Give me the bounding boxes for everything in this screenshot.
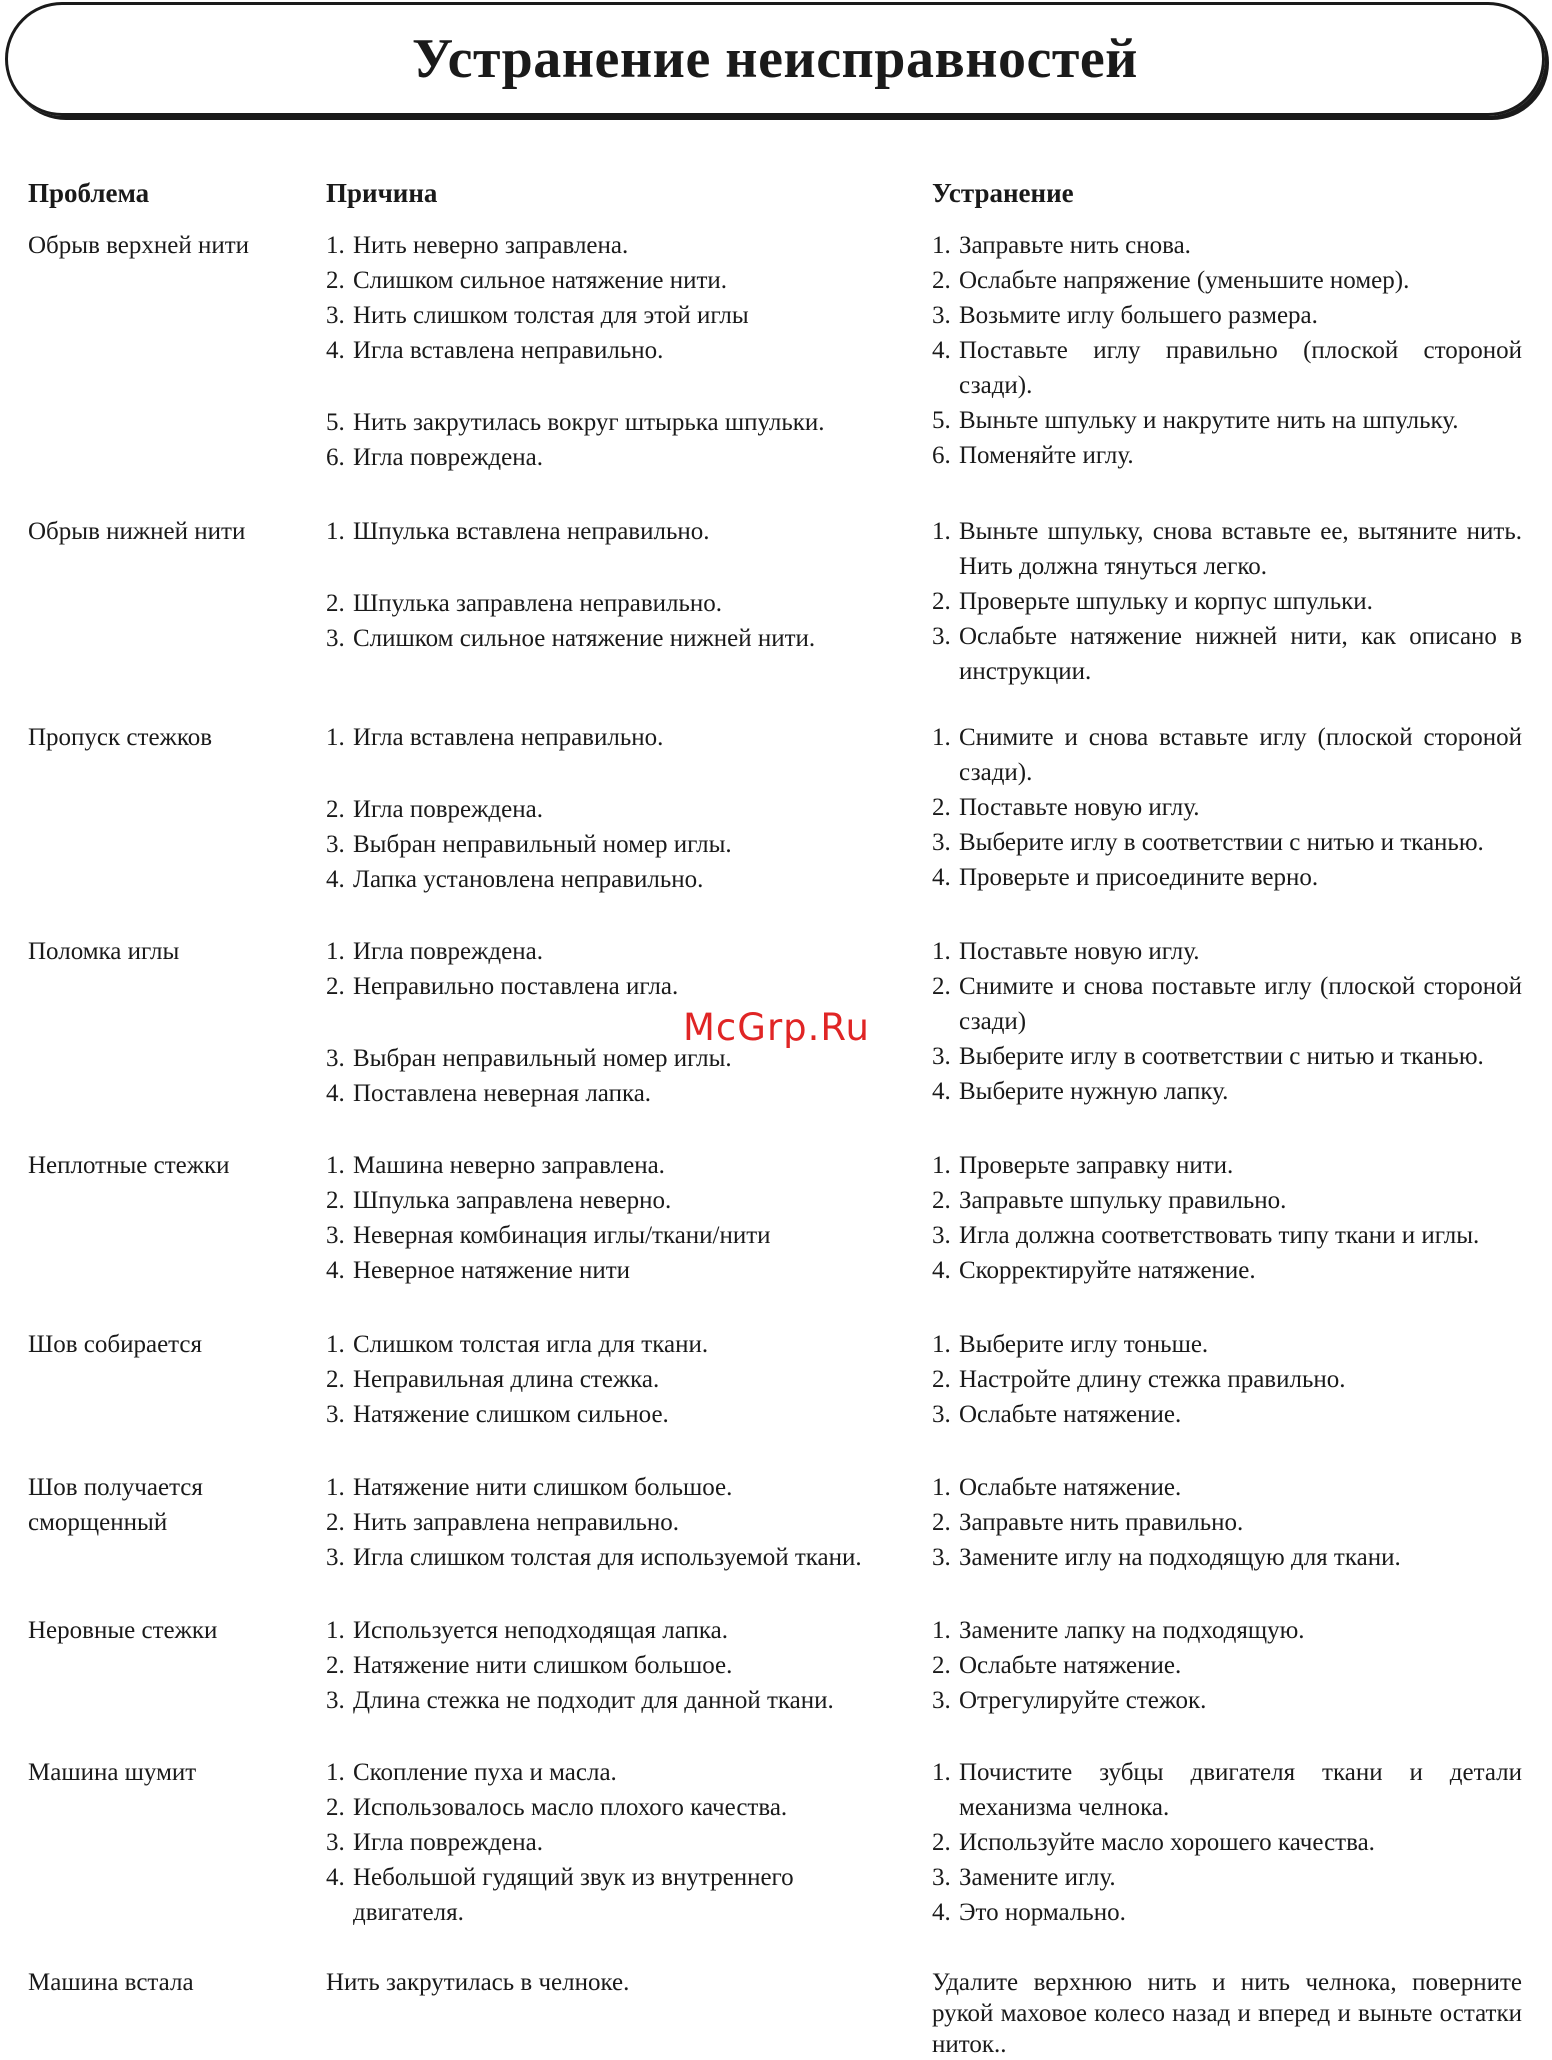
list-item: 2. Снимите и снова поставьте иглу (плоской стороной сзади): [932, 973, 1522, 1035]
list-item: 1. Заправьте нить снова.: [932, 232, 1191, 259]
fix-cell: [932, 1755, 1522, 1930]
list-item: 6. Игла повреждена.: [326, 444, 543, 471]
list-item: 6. Поменяйте иглу.: [932, 442, 1134, 469]
cause-cell: [326, 720, 901, 897]
list-item: 2. Проверьте шпульку и корпус шпульки.: [932, 588, 1373, 615]
list-item: 3. Выбран неправильный номер иглы.: [326, 1045, 732, 1072]
list-item: 1. Почистите зубцы двигателя ткани и детали механизма челнока.: [932, 1759, 1522, 1821]
list-item: 1. Снимите и снова вставьте иглу (плоской стороной сзади).: [932, 724, 1522, 786]
page-title: Устранение неисправностей: [412, 28, 1138, 90]
list-item: 1. Поставьте новую иглу.: [932, 938, 1200, 965]
list-item: 3. Возьмите иглу большего размера.: [932, 302, 1318, 329]
list-item: 4. Проверьте и присоедините верно.: [932, 864, 1319, 891]
list-item: 3. Длина стежка не подходит для данной ткани.: [326, 1687, 834, 1714]
list-item: 2. Шпулька заправлена неправильно.: [326, 590, 723, 617]
fix-cell: [932, 934, 1522, 1109]
list-item: 5. Выньте шпульку и накрутите нить на шпульку.: [932, 407, 1459, 434]
list-item: 2. Нить заправлена неправильно.: [326, 1509, 680, 1536]
title-banner: [5, 2, 1545, 116]
list-item: 2. Неправильная длина стежка.: [326, 1366, 660, 1393]
list-item: 1. Натяжение нити слишком большое.: [326, 1474, 733, 1501]
list-item: 3. Ослабьте натяжение.: [932, 1401, 1182, 1428]
fix-cell: [932, 1327, 1522, 1432]
cause-cell: [326, 1148, 901, 1288]
list-item: 3. Выберите иглу в соответствии с нитью и тканью.: [932, 1043, 1484, 1070]
list-item: 3. Выбран неправильный номер иглы.: [326, 831, 732, 858]
problem-cell: Машина шумит: [28, 1759, 197, 1786]
list-item: 3. Слишком сильное натяжение нижней нити.: [326, 625, 816, 652]
problem-cell: Обрыв верхней нити: [28, 232, 250, 259]
cause-cell: Нить закрутилась в челноке.: [326, 1969, 630, 1996]
list-item: 4. Поставьте иглу правильно (плоской стороной сзади).: [932, 337, 1522, 399]
fix-cell: [932, 1613, 1522, 1718]
list-item: 1. Игла повреждена.: [326, 938, 543, 965]
fix-cell: [932, 1470, 1522, 1575]
list-item: 4. Скорректируйте натяжение.: [932, 1257, 1256, 1284]
list-item: 2. Настройте длину стежка правильно.: [932, 1366, 1346, 1393]
problem-cell: Неровные стежки: [28, 1617, 218, 1644]
problem-cell: Пропуск стежков: [28, 724, 212, 751]
list-item: 2. Заправьте нить правильно.: [932, 1509, 1244, 1536]
list-item: 1. Замените лапку на подходящую.: [932, 1617, 1305, 1644]
list-item: 3. Игла слишком толстая для используемой ткани.: [326, 1544, 862, 1571]
list-item: 3. Неверная комбинация иглы/ткани/нити: [326, 1222, 771, 1249]
list-item: 1. Нить неверно заправлена.: [326, 232, 629, 259]
list-item: 1. Выберите иглу тоньше.: [932, 1331, 1209, 1358]
fix-cell: [932, 514, 1522, 689]
list-item: 1. Слишком толстая игла для ткани.: [326, 1331, 709, 1358]
list-item: 3. Нить слишком толстая для этой иглы: [326, 302, 749, 329]
list-item: 3. Замените иглу.: [932, 1864, 1116, 1891]
problem-cell: Обрыв нижней нити: [28, 518, 246, 545]
cause-cell: [326, 1327, 901, 1432]
list-item: 5. Нить закрутилась вокруг штырька шпульки.: [326, 409, 825, 436]
fix-cell: Удалите верхнюю нить и нить челнока, поверните рукой маховое колесо назад и вперед и выньте остатки ниток..: [932, 1969, 1522, 2058]
list-item: 1. Машина неверно заправлена.: [326, 1152, 665, 1179]
cause-cell: [326, 1613, 901, 1718]
list-item: 4. Неверное натяжение нити: [326, 1257, 631, 1284]
cause-cell: [326, 1755, 901, 1930]
list-item: 4. Выберите нужную лапку.: [932, 1078, 1229, 1105]
list-item: 2. Неправильно поставлена игла.: [326, 973, 679, 1000]
cause-cell: [326, 228, 901, 475]
cause-cell: [326, 514, 901, 656]
fix-cell: [932, 1148, 1522, 1288]
problem-cell: Поломка иглы: [28, 938, 180, 965]
list-item: 3. Натяжение слишком сильное.: [326, 1401, 669, 1428]
problem-cell: Неплотные стежки: [28, 1152, 230, 1179]
header-problem: Проблема: [28, 178, 150, 208]
problem-cell: Шов получается сморщенный: [28, 1474, 203, 1536]
list-item: 2. Шпулька заправлена неверно.: [326, 1187, 672, 1214]
list-item: 3. Игла повреждена.: [326, 1829, 543, 1856]
list-item: 1. Используется неподходящая лапка.: [326, 1617, 728, 1644]
list-item: 2. Заправьте шпульку правильно.: [932, 1187, 1287, 1214]
list-item: 4. Небольшой гудящий звук из внутреннего двигателя.: [326, 1864, 794, 1926]
list-item: 3. Отрегулируйте стежок.: [932, 1687, 1207, 1714]
list-item: 2. Слишком сильное натяжение нити.: [326, 267, 728, 294]
list-item: 3. Выберите иглу в соответствии с нитью и тканью.: [932, 829, 1484, 856]
list-item: 2. Поставьте новую иглу.: [932, 794, 1200, 821]
problem-cell: Шов собирается: [28, 1331, 202, 1358]
list-item: 1. Шпулька вставлена неправильно.: [326, 518, 710, 545]
watermark: McGrp.Ru: [683, 1006, 870, 1049]
list-item: 2. Ослабьте напряжение (уменьшите номер).: [932, 267, 1410, 294]
list-item: 2. Игла повреждена.: [326, 796, 543, 823]
list-item: 4. Лапка установлена неправильно.: [326, 866, 704, 893]
list-item: 3. Замените иглу на подходящую для ткани.: [932, 1544, 1401, 1571]
list-item: 2. Натяжение нити слишком большое.: [326, 1652, 733, 1679]
fix-cell: [932, 720, 1522, 895]
list-item: 1. Выньте шпульку, снова вставьте ее, вытяните нить. Нить должна тянуться легко.: [932, 518, 1522, 580]
list-item: 1. Игла вставлена неправильно.: [326, 724, 664, 751]
list-item: 2. Использовалось масло плохого качества.: [326, 1794, 788, 1821]
list-item: 4. Поставлена неверная лапка.: [326, 1080, 652, 1107]
list-item: 1. Проверьте заправку нити.: [932, 1152, 1234, 1179]
header-cause: Причина: [326, 178, 438, 208]
list-item: 2. Ослабьте натяжение.: [932, 1652, 1182, 1679]
fix-cell: [932, 228, 1522, 473]
cause-cell: [326, 1470, 901, 1575]
list-item: 1. Ослабьте натяжение.: [932, 1474, 1182, 1501]
list-item: 3. Игла должна соответствовать типу ткани и иглы.: [932, 1222, 1480, 1249]
list-item: 2. Используйте масло хорошего качества.: [932, 1829, 1375, 1856]
header-fix: Устранение: [932, 178, 1074, 208]
problem-cell: Машина встала: [28, 1969, 194, 1996]
list-item: 1. Скопление пуха и масла.: [326, 1759, 617, 1786]
list-item: 3. Ослабьте натяжение нижней нити, как описано в инструкции.: [932, 623, 1522, 685]
list-item: 4. Это нормально.: [932, 1899, 1126, 1926]
list-item: 4. Игла вставлена неправильно.: [326, 337, 664, 364]
